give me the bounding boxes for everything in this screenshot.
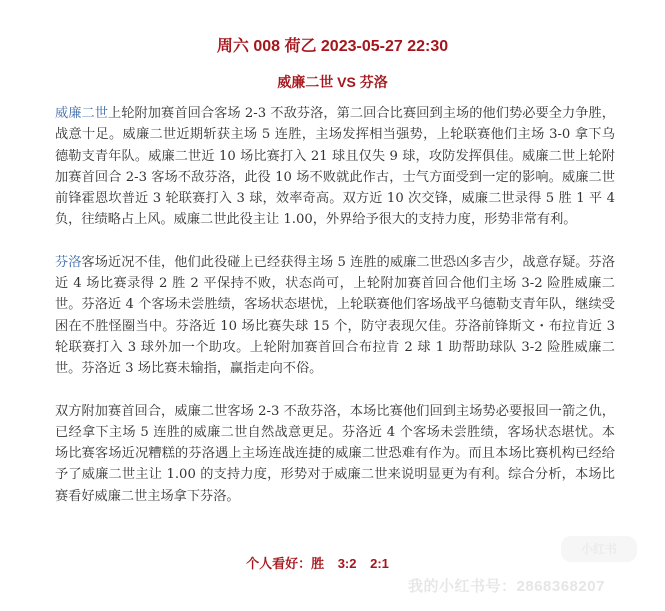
team-name-link[interactable]: 威廉二世 — [55, 106, 109, 121]
prediction-label: 个人看好：胜 — [246, 556, 325, 571]
paragraph-text: 双方附加赛首回合，威廉二世客场 2-3 不敌芬洛，本场比赛他们回到主场势必要报回一箭之仇，已经拿下主场 5 连胜的威廉二世自然战意更足。芬洛近 4 个客场未尝胜绩，客场状态堪忧。本场比赛客场近况糟糕的芬洛遇上主场连战连捷的威廉二世恐难有作为。而且本场比赛机构已经给予了威廉二世主让 1.00 的支持力度，形势对于威廉二世来说明显更为有利。综合分析，本场比赛看好威廉二世主场拿下芬洛。 — [55, 403, 615, 504]
paragraph-away-team — [55, 252, 615, 380]
team-name-link[interactable]: 芬洛 — [55, 254, 82, 270]
prediction-score-1: 3:2 — [337, 556, 357, 571]
match-header-title: 周六 008 荷乙 2023-05-27 22:30 — [216, 38, 449, 55]
paragraph-summary — [55, 401, 615, 507]
match-teams-title: 威廉二世 VS 芬洛 — [277, 74, 388, 90]
article-body — [55, 103, 615, 528]
paragraph-text: 上轮附加赛首回合客场 2-3 不敌芬洛，第二回合比赛回到主场的他们势必要全力争胜，战意十足。威廉二世近期斩获主场 5 连胜，主场发挥相当强势，上轮联赛他们主场 3-0 拿下乌德勒支青年队。威廉二世近 10 场比赛打入 21 球且仅失 9 球，攻防发挥俱佳。威廉二世上轮附加赛首回合 2-3 客场不敌芬洛，此役 10 场不败就此作古，士气方面受到一定的影响。威廉二世前锋霍恩坎普近 3 轮联赛打入 3 球，效率奇高。双方近 10 次交锋，威廉二世录得 5 胜 1 平 4 负，往绩略占上风。威廉二世此役主让 1.00，外界给予很大的支持力度，形势非常有利。 — [55, 106, 615, 228]
watermark-badge: 小红书 — [561, 536, 637, 562]
paragraph-text: 客场近况不佳，他们此役碰上已经获得主场 5 连胜的威廉二世恐凶多吉少，战意存疑。芬洛近 4 场比赛录得 2 胜 2 平保持不败，状态尚可，上轮附加赛首回合他们主场 3-2 险胜威廉二世。芬洛近 4 个客场未尝胜绩，客场状态堪忧，上轮联赛他们客场战平乌德勒支青年队，继续受困在不胜怪圈当中。芬洛近 10 场比赛失球 15 个，防守表现欠佳。芬洛前锋斯文・布拉肯近 3 轮联赛打入 3 球外加一个助攻。上轮附加赛首回合布拉肯 2 球 1 助帮助球队 3-2 险胜威廉二世。芬洛近 3 场比赛未输指，赢指走向不俗。 — [55, 254, 615, 377]
prediction-score-2: 2:1 — [370, 556, 389, 571]
watermark-text: 我的小红书号：2868368207 — [408, 578, 605, 595]
paragraph-home-team — [55, 103, 615, 231]
